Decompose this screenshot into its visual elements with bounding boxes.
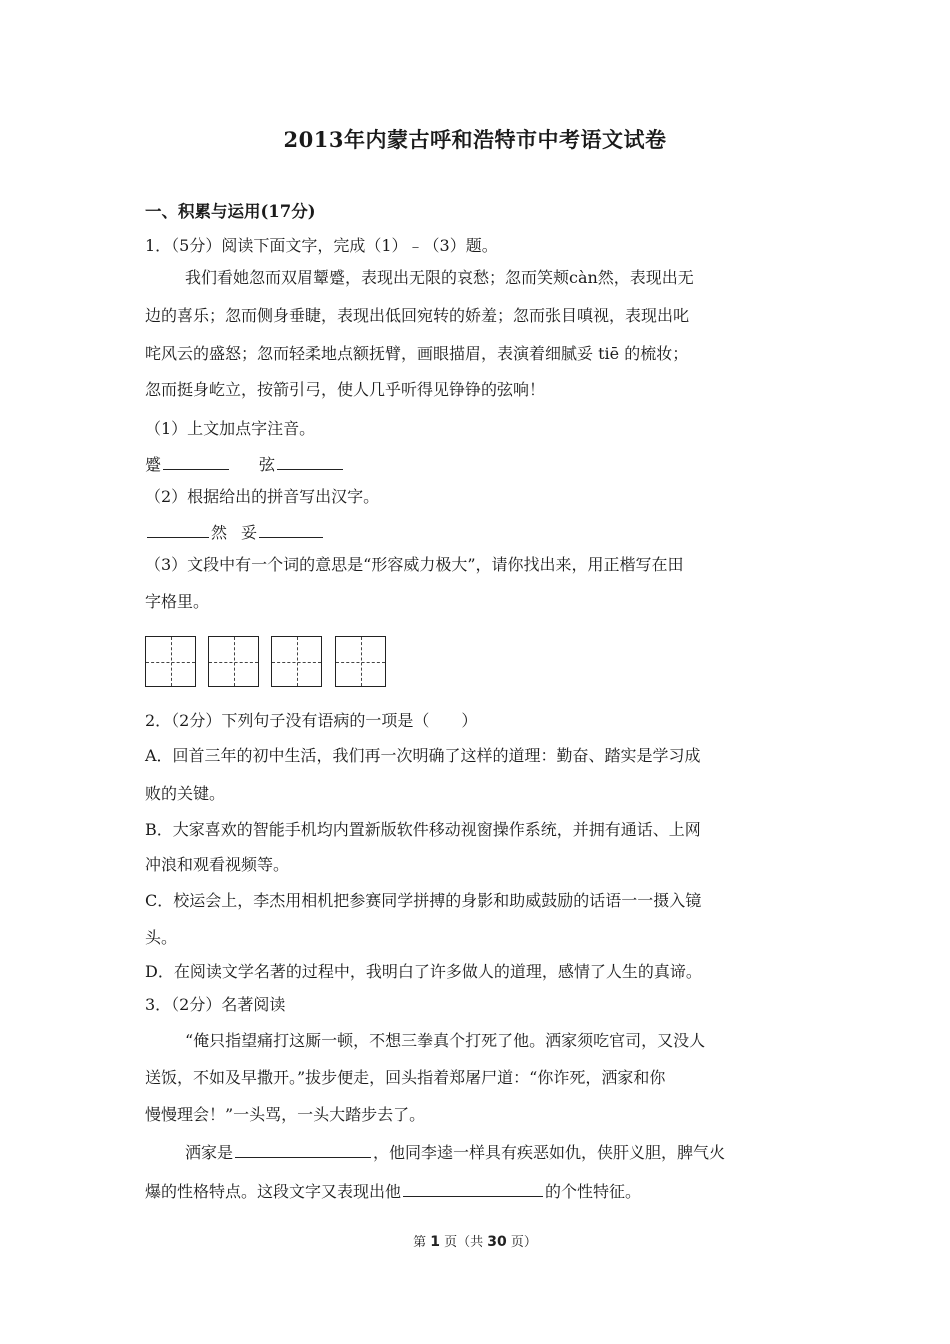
given-char-2: 妥 [241, 523, 258, 542]
passage-line: 咤风云的盛怒；忽而轻柔地点额抚臂，画眼描眉，表演着细腻妥 tiē 的梳妆； [145, 344, 689, 363]
question-3-stem: 3．（2分）名著阅读 [145, 995, 286, 1014]
option-b-cont: 冲浪和观看视频等。 [145, 855, 290, 874]
sub-question-1: （1）上文加点字注音。 [145, 419, 316, 438]
given-char-1: 然 [211, 523, 228, 542]
tianzige-cell[interactable] [335, 636, 386, 687]
sub-question-2: （2）根据给出的拼音写出汉字。 [145, 487, 380, 506]
answer-line-2 [145, 1180, 815, 1202]
section-heading: 一、积累与运用(17分) [145, 202, 316, 221]
question-2-stem: 2．（2分）下列句子没有语病的一项是（ ） [145, 711, 478, 730]
target-char-1: 蹙 [145, 455, 162, 474]
footer-mid: 页（共 [444, 1235, 484, 1250]
answer-prefix: 洒家是 [185, 1143, 234, 1162]
total-pages-number: 30 [487, 1234, 507, 1250]
hanzi-answer-row [145, 521, 815, 543]
target-char-2: 弦 [259, 455, 276, 474]
answer-blank[interactable] [403, 1180, 543, 1197]
answer-line-1 [185, 1141, 815, 1163]
sub-question-3-cont: 字格里。 [145, 592, 210, 611]
tianzige-cell[interactable] [145, 636, 196, 687]
current-page-number: 1 [430, 1234, 440, 1250]
option-a: A．回首三年的初中生活，我们再一次明确了这样的道理：勤奋、踏实是学习成 [145, 746, 701, 765]
option-c: C．校运会上，李杰用相机把参赛同学拼搏的身影和助威鼓励的话语一一摄入镜 [145, 891, 702, 910]
option-c-cont: 头。 [145, 928, 178, 947]
passage-line: 边的喜乐；忽而侧身垂睫，表现出低回宛转的娇羞；忽而张目嗔视，表现出叱 [145, 306, 690, 325]
answer-blank[interactable] [147, 521, 209, 538]
answer-blank[interactable] [163, 453, 229, 470]
quote-line: 送饭，不如及早撒开。”拔步便走，回头指着郑屠尸道：“你诈死，洒家和你 [145, 1068, 666, 1087]
answer-suffix: ，他同李逵一样具有疾恶如仇，侠肝义胆，脾气火 [373, 1143, 726, 1162]
page-footer [0, 1231, 950, 1250]
answer-suffix: 的个性特征。 [545, 1182, 642, 1201]
option-b: B．大家喜欢的智能手机均内置新版软件移动视窗操作系统，并拥有通话、上网 [145, 820, 701, 839]
answer-blank[interactable] [259, 521, 323, 538]
tianzige-cell[interactable] [271, 636, 322, 687]
tianzige-cell[interactable] [208, 636, 259, 687]
passage-line: 忽而挺身屹立，按箭引弓，使人几乎听得见铮铮的弦响！ [145, 380, 546, 399]
option-a-cont: 败的关键。 [145, 784, 226, 803]
sub-question-3: （3）文段中有一个词的意思是“形容威力极大”，请你找出来，用正楷写在田 [145, 555, 684, 574]
pinyin-answer-row [145, 453, 815, 475]
quote-line: 慢慢理会！”一头骂，一头大踏步去了。 [145, 1105, 426, 1124]
passage-line: 我们看她忽而双眉颦蹙，表现出无限的哀愁；忽而笑颊càn然，表现出无 [185, 268, 694, 287]
answer-blank[interactable] [277, 453, 343, 470]
quote-line: “俺只指望痛打这厮一顿，不想三拳真个打死了他。洒家须吃官司，又没人 [185, 1031, 706, 1050]
answer-blank[interactable] [235, 1141, 371, 1158]
page-title: 2013年内蒙古呼和浩特市中考语文试卷 [283, 127, 667, 152]
footer-suffix: 页） [510, 1235, 537, 1250]
answer-prefix: 爆的性格特点。这段文字又表现出他 [145, 1182, 402, 1201]
question-1-stem: 1．（5分）阅读下面文字，完成（1）﹣（3）题。 [145, 236, 498, 255]
option-d: D．在阅读文学名著的过程中，我明白了许多做人的道理，感情了人生的真谛。 [145, 962, 702, 981]
footer-prefix: 第 [413, 1235, 427, 1250]
